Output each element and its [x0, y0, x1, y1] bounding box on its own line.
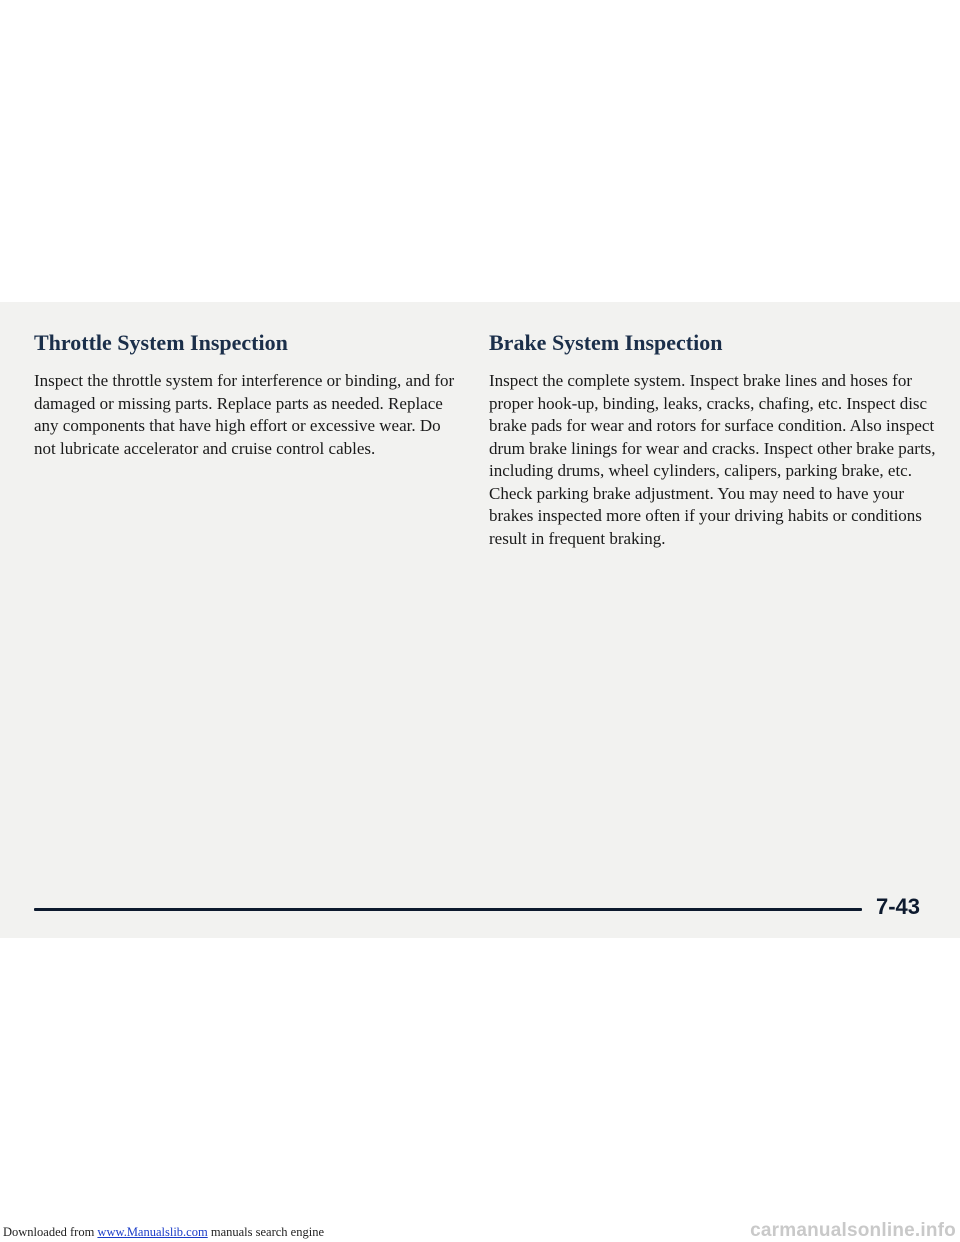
source-prefix: Downloaded from	[3, 1225, 98, 1239]
download-source	[3, 1225, 324, 1240]
page-number: 7-43	[875, 894, 920, 919]
manualslib-link[interactable]: www.Manualslib.com	[97, 1225, 208, 1239]
throttle-heading: Throttle System Inspection	[34, 330, 288, 355]
watermark: carmanualsonline.info	[750, 1220, 956, 1241]
brake-section	[489, 330, 937, 550]
brake-body: Inspect the complete system. Inspect brake lines and hoses for proper hook-up, binding, leaks, cracks, chafing, etc. Inspect disc brake pads for wear and rotors for surface condition. Also inspect drum brake linings for wear and cracks. Inspect other brake parts, including drums, wheel cylinders, calipers, parking brake, etc. Check parking brake adjustment. You may need to have your brakes inspected more often if your driving habits or conditions result in frequent braking.	[489, 371, 936, 548]
throttle-section	[34, 330, 466, 460]
brake-heading: Brake System Inspection	[489, 330, 723, 355]
footer-rule	[34, 908, 862, 911]
throttle-body: Inspect the throttle system for interference or binding, and for damaged or missing parts. Replace parts as needed. Replace any components that have high effort or excessive wear. Do not lubricate accelerator and cruise control cables.	[34, 371, 455, 458]
source-suffix: manuals search engine	[207, 1225, 324, 1239]
